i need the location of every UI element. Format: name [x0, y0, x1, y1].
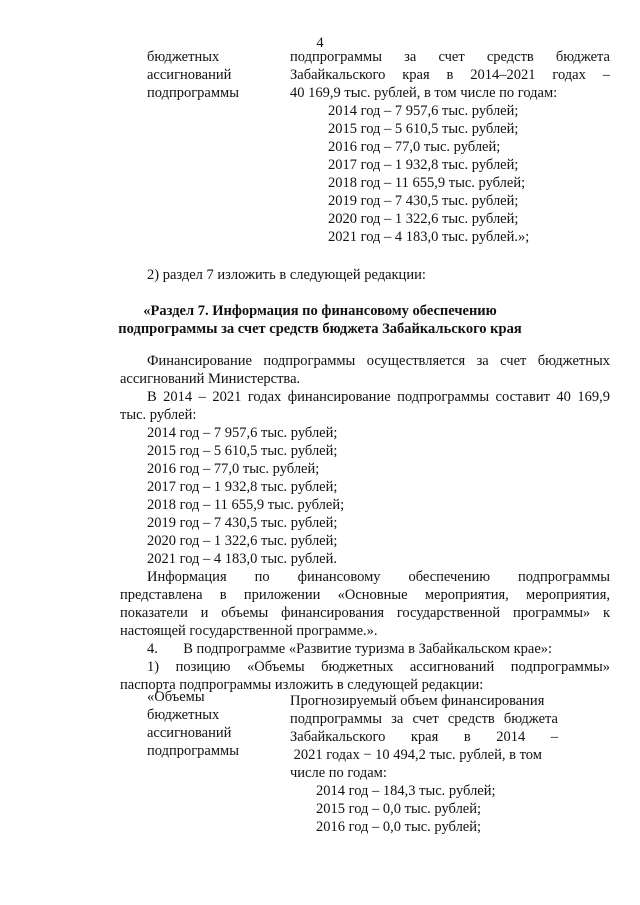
year-line: 2019 год – 7 430,5 тыс. рублей; — [328, 193, 519, 209]
year-line: 2020 год – 1 322,6 тыс. рублей; — [147, 533, 338, 549]
item-4-1-line2: паспорта подпрограммы изложить в следующей редакции: — [120, 677, 484, 693]
bottom-right-line: Забайкальского края в 2014 – — [290, 729, 558, 745]
p3-line4: настоящей государственной программе.». — [120, 623, 378, 639]
year-line: 2015 год – 5 610,5 тыс. рублей; — [147, 443, 338, 459]
bottom-left-line: подпрограммы — [147, 743, 239, 759]
p1-line1: Финансирование подпрограммы осуществляется за счет бюджетных — [147, 353, 610, 369]
year-line: 2017 год – 1 932,8 тыс. рублей; — [147, 479, 338, 495]
section-heading-line1: «Раздел 7. Информация по финансовому обеспечению — [143, 303, 497, 319]
p2-line1: В 2014 – 2021 годах финансирование подпрограммы составит 40 169,9 — [147, 389, 610, 405]
bottom-years-list — [316, 782, 496, 836]
year-line: 2016 год – 0,0 тыс. рублей; — [316, 819, 482, 835]
bottom-right-cell — [290, 692, 558, 782]
p2-line2: тыс. рублей: — [120, 407, 197, 423]
top-right-line: Забайкальского края в 2014–2021 годах – — [290, 67, 610, 83]
top-left-cell — [147, 48, 277, 102]
year-line: 2021 год – 4 183,0 тыс. рублей. — [147, 551, 338, 567]
year-line: 2019 год – 7 430,5 тыс. рублей; — [147, 515, 338, 531]
bottom-right-line: числе по годам: — [290, 765, 387, 781]
year-line: 2014 год – 184,3 тыс. рублей; — [316, 783, 496, 799]
bottom-left-line: ассигнований — [147, 725, 232, 741]
bottom-right-line: 2021 годах − 10 494,2 тыс. рублей, в том — [290, 747, 542, 763]
year-line: 2020 год – 1 322,6 тыс. рублей; — [328, 211, 519, 227]
top-right-line: подпрограммы за счет средств бюджета — [290, 49, 610, 65]
year-line: 2014 год – 7 957,6 тыс. рублей; — [147, 425, 338, 441]
bottom-left-line: бюджетных — [147, 707, 220, 723]
page-number: 4 — [316, 35, 324, 51]
year-line: 2018 год – 11 655,9 тыс. рублей; — [147, 497, 345, 513]
year-line: 2017 год – 1 932,8 тыс. рублей; — [328, 157, 519, 173]
year-line: 2014 год – 7 957,6 тыс. рублей; — [328, 103, 519, 119]
section-heading-line2: подпрограммы за счет средств бюджета Забайкальского края — [118, 321, 522, 337]
p3-line3: показатели и объемы финансирования государственной программы» к — [120, 605, 610, 621]
top-left-line: бюджетных — [147, 49, 220, 65]
section7-body — [120, 352, 610, 694]
top-left-line: подпрограммы — [147, 85, 239, 101]
year-line: 2016 год – 77,0 тыс. рублей; — [328, 139, 501, 155]
top-years-list — [328, 102, 529, 246]
year-line: 2015 год – 0,0 тыс. рублей; — [316, 801, 482, 817]
bottom-right-line: подпрограммы за счет средств бюджета — [290, 711, 558, 727]
item-4: 4. В подпрограмме «Развитие туризма в Забайкальском крае»: — [147, 641, 553, 657]
top-right-line: 40 169,9 тыс. рублей, в том числе по годам: — [290, 85, 558, 101]
year-line: 2016 год – 77,0 тыс. рублей; — [147, 461, 320, 477]
top-right-cell — [290, 48, 610, 102]
bottom-right-line: Прогнозируемый объем финансирования — [290, 693, 545, 709]
year-line: 2018 год – 11 655,9 тыс. рублей; — [328, 175, 526, 191]
p3-line2: представлена в приложении «Основные мероприятия, мероприятия, — [120, 587, 610, 603]
item-4-1-line1: 1) позицию «Объемы бюджетных ассигнований подпрограммы» — [147, 659, 610, 675]
year-line: 2015 год – 5 610,5 тыс. рублей; — [328, 121, 519, 137]
year-line: 2021 год – 4 183,0 тыс. рублей.»; — [328, 229, 530, 245]
bottom-left-line: «Объемы — [147, 689, 205, 705]
item-2: 2) раздел 7 изложить в следующей редакции: — [147, 267, 426, 283]
bottom-left-cell — [147, 688, 277, 760]
p3-line1: Информация по финансовому обеспечению подпрограммы — [147, 569, 610, 585]
top-left-line: ассигнований — [147, 67, 232, 83]
p1-line2: ассигнований Министерства. — [120, 371, 301, 387]
